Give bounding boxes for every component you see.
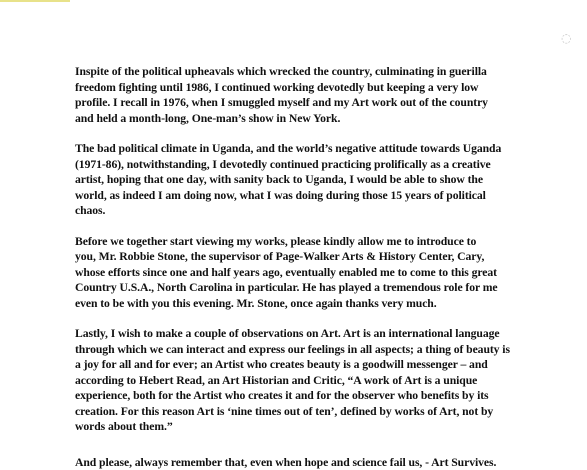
paragraph-political-upheavals bbox=[75, 64, 557, 126]
paragraph-uganda-climate bbox=[75, 141, 557, 219]
text-line: chaos. bbox=[75, 203, 557, 219]
text-line: through which we can interact and express our feelings in all aspects; a thing of beauty is bbox=[75, 342, 557, 358]
text-line: world, as indeed I am doing now, what I was doing during those 15 years of political bbox=[75, 188, 557, 204]
document-body bbox=[75, 64, 557, 470]
text-line: according to Hebert Read, an Art Historian and Critic, “A work of Art is a unique bbox=[75, 373, 557, 389]
scan-edge-mark bbox=[0, 0, 70, 2]
text-line: even to be with you this evening. Mr. Stone, once again thanks very much. bbox=[75, 296, 557, 312]
text-line: profile. I recall in 1976, when I smuggled myself and my Art work out of the country bbox=[75, 95, 557, 111]
paragraph-introduction bbox=[75, 234, 557, 312]
text-line: freedom fighting until 1986, I continued working devotedly but keeping a very low bbox=[75, 80, 557, 96]
text-line: artist, hoping that one day, with sanity back to Uganda, I would be able to show the bbox=[75, 172, 557, 188]
paragraph-art-observations bbox=[75, 326, 557, 435]
scan-speck: ◌ bbox=[561, 32, 575, 50]
text-line: Lastly, I wish to make a couple of observations on Art. Art is an international language bbox=[75, 326, 557, 342]
text-line: you, Mr. Robbie Stone, the supervisor of Page-Walker Arts & History Center, Cary, bbox=[75, 249, 557, 265]
text-line: and held a month-long, One-man’s show in New York. bbox=[75, 111, 557, 127]
text-line: experience, both for the Artist who creates it and for the observer who benefits by its bbox=[75, 388, 557, 404]
text-line: words about them.” bbox=[75, 419, 557, 435]
text-line: The bad political climate in Uganda, and the world’s negative attitude towards Uganda bbox=[75, 141, 557, 157]
text-line: Before we together start viewing my works, please kindly allow me to introduce to bbox=[75, 234, 557, 250]
text-line: creation. For this reason Art is ‘nine times out of ten’, defined by works of Art, not by bbox=[75, 404, 557, 420]
closing-line: And please, always remember that, even when hope and science fail us, - Art Survives. bbox=[75, 455, 557, 470]
text-line: a joy for all and for ever; an Artist who creates beauty is a goodwill messenger – and bbox=[75, 357, 557, 373]
text-line: whose efforts since one and half years ago, eventually enabled me to come to this great bbox=[75, 265, 557, 281]
text-line: (1971-86), notwithstanding, I devotedly continued practicing prolifically as a creative bbox=[75, 157, 557, 173]
text-line: Inspite of the political upheavals which wrecked the country, culminating in guerilla bbox=[75, 64, 557, 80]
text-line: Country U.S.A., North Carolina in particular. He has played a tremendous role for me bbox=[75, 280, 557, 296]
